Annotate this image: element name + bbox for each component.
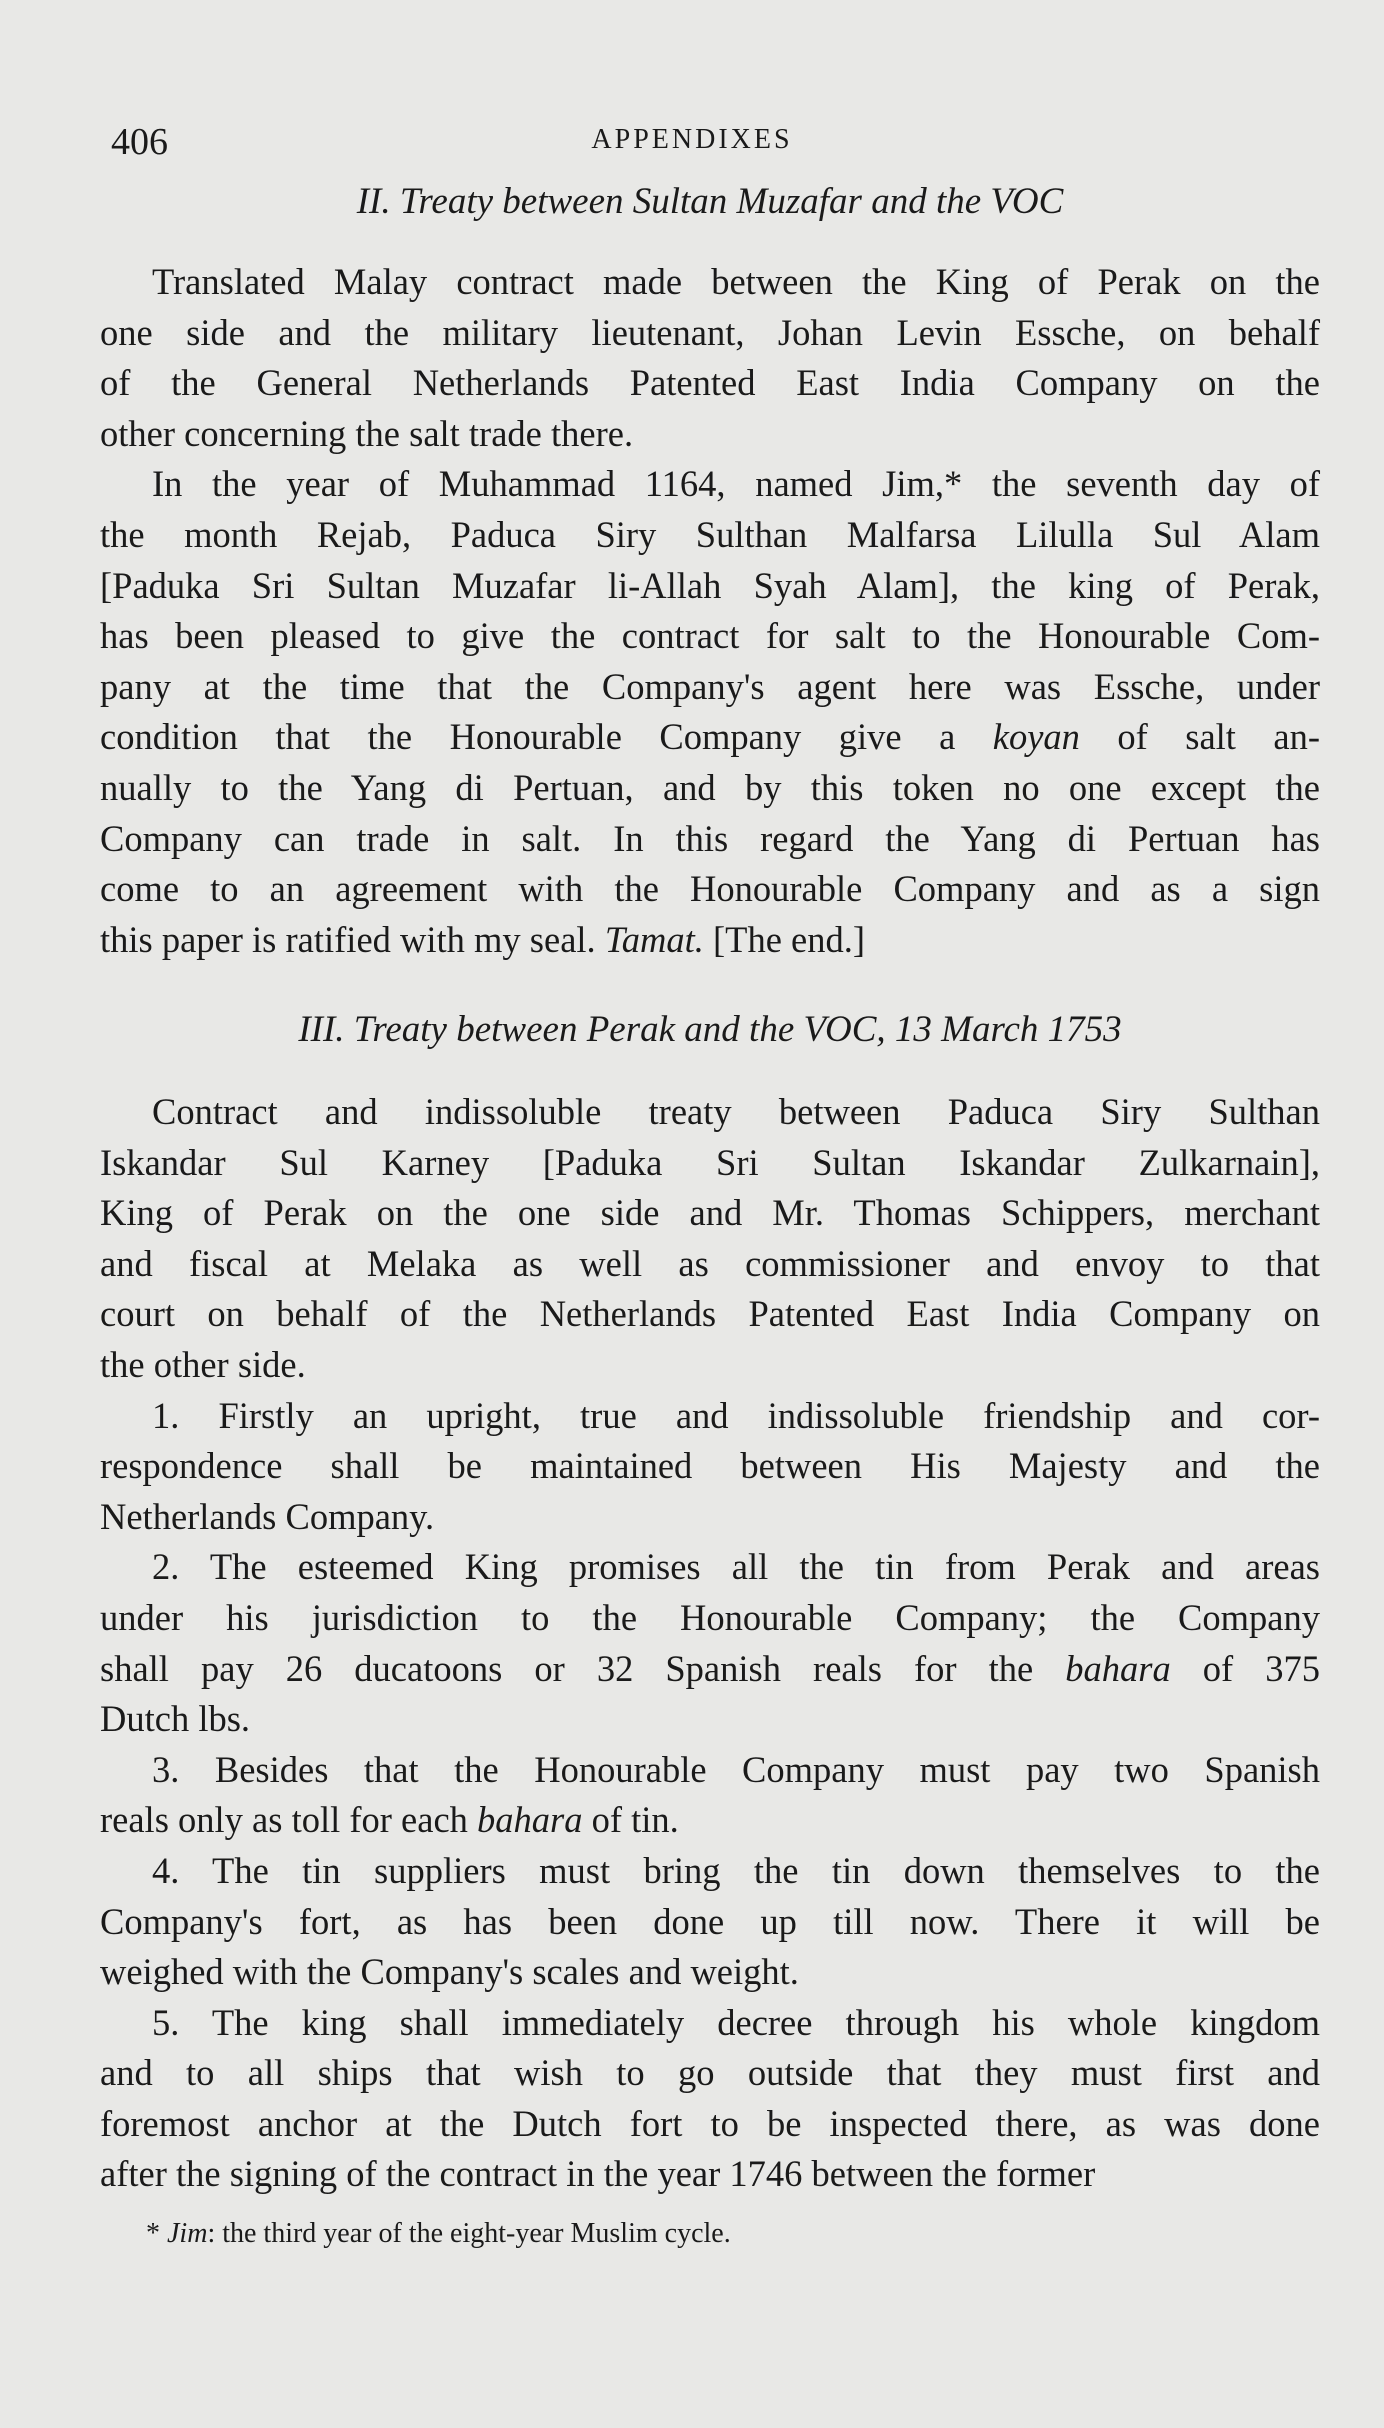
italic-term: bahara	[1065, 1647, 1171, 1689]
paragraph-line: Contract and indissoluble treaty between Paduca Siry Sulthan	[152, 1091, 1320, 1132]
paragraph-line: Company can trade in salt. In this regard the Yang di Pertuan has	[100, 817, 1320, 859]
paragraph-line: Dutch lbs.	[100, 1698, 251, 1740]
page-number: 406	[111, 121, 168, 163]
paragraph-line: court on behalf of the Netherlands Patented East India Company on	[100, 1293, 1320, 1335]
text-run: this paper is ratified with my seal.	[100, 918, 605, 960]
paragraph-line: Iskandar Sul Karney [Paduka Sri Sultan Iskandar Zulkarnain],	[100, 1141, 1320, 1183]
paragraph-line	[100, 712, 1320, 763]
footnote-text: : the third year of the eight-year Muslim cycle.	[207, 2218, 731, 2249]
text-run: condition that the Honourable Company give a	[100, 716, 993, 758]
paragraph-line: Company's fort, as has been done up till now. There it will be	[100, 1900, 1320, 1942]
paragraph-line: one side and the military lieutenant, Johan Levin Essche, on behalf	[100, 311, 1320, 353]
paragraph-line: 2. The esteemed King promises all the tin from Perak and areas	[152, 1546, 1320, 1588]
text-run: reals only as toll for each	[100, 1799, 478, 1841]
paragraph-line: and fiscal at Melaka as well as commissioner and envoy to that	[100, 1242, 1320, 1284]
section-title-treaty-muzafar: II. Treaty between Sultan Muzafar and the VOC	[356, 181, 1064, 222]
paragraph-line	[100, 915, 1320, 966]
text-run: of salt an-	[1079, 716, 1320, 758]
paragraph-line: King of Perak on the one side and Mr. Thomas Schippers, merchant	[100, 1192, 1320, 1234]
paragraph-line: has been pleased to give the contract for salt to the Honourable Com-	[100, 615, 1320, 657]
paragraph-line: pany at the time that the Company's agent here was Essche, under	[100, 665, 1320, 707]
paragraph-line: after the signing of the contract in the year 1746 between the former	[100, 2153, 1096, 2195]
paragraph-line: 4. The tin suppliers must bring the tin down themselves to the	[152, 1849, 1320, 1891]
paragraph-line: In the year of Muhammad 1164, named Jim,* the seventh day of	[152, 463, 1320, 505]
italic-term: bahara	[477, 1799, 583, 1841]
paragraph-line	[100, 1795, 1320, 1846]
running-head: APPENDIXES	[591, 124, 793, 155]
paragraph-line: the month Rejab, Paduca Siry Sulthan Malfarsa Lilulla Sul Alam	[100, 513, 1320, 555]
paragraph-line: [Paduka Sri Sultan Muzafar li-Allah Syah Alam], the king of Perak,	[100, 564, 1320, 606]
paragraph-line: come to an agreement with the Honourable Company and as a sign	[100, 868, 1320, 910]
italic-term: Tamat.	[604, 918, 704, 960]
paragraph-line: respondence shall be maintained between His Majesty and the	[100, 1445, 1320, 1487]
footnote	[146, 2218, 731, 2250]
footnote-term: Jim	[167, 2218, 208, 2249]
paragraph-line: under his jurisdiction to the Honourable Company; the Company	[100, 1596, 1320, 1638]
paragraph-line: Translated Malay contract made between the King of Perak on the	[152, 261, 1320, 302]
text-run: shall pay 26 ducatoons or 32 Spanish reals for the	[100, 1647, 1066, 1689]
paragraph-line: 1. Firstly an upright, true and indissoluble friendship and cor-	[152, 1394, 1320, 1436]
section-title-treaty-perak: III. Treaty between Perak and the VOC, 13 March 1753	[298, 1009, 1122, 1050]
paragraph-line: and to all ships that wish to go outside that they must first and	[100, 2052, 1320, 2094]
paragraph-line: foremost anchor at the Dutch fort to be inspected there, as was done	[100, 2102, 1320, 2144]
paragraph-line: other concerning the salt trade there.	[100, 412, 634, 454]
paragraph-line: 3. Besides that the Honourable Company must pay two Spanish	[152, 1748, 1320, 1790]
paragraph-line: nually to the Yang di Pertuan, and by this token no one except the	[100, 766, 1320, 808]
paragraph-line	[100, 1644, 1320, 1695]
paragraph-line: 5. The king shall immediately decree through his whole kingdom	[152, 2001, 1320, 2043]
text-run: of tin.	[582, 1799, 679, 1841]
section-body-treaty-muzafar	[100, 257, 1320, 965]
paragraph-line: the other side.	[100, 1343, 306, 1385]
paragraph-line: of the General Netherlands Patented East India Company on the	[100, 362, 1320, 404]
text-run: [The end.]	[703, 918, 866, 960]
text-run: of 375	[1170, 1647, 1321, 1689]
paragraph-line: weighed with the Company's scales and weight.	[100, 1951, 799, 1993]
paragraph-line: Netherlands Company.	[100, 1495, 435, 1537]
footnote-marker: *	[146, 2218, 167, 2249]
italic-term: koyan	[992, 716, 1080, 758]
section-body-treaty-perak	[100, 1087, 1320, 2200]
